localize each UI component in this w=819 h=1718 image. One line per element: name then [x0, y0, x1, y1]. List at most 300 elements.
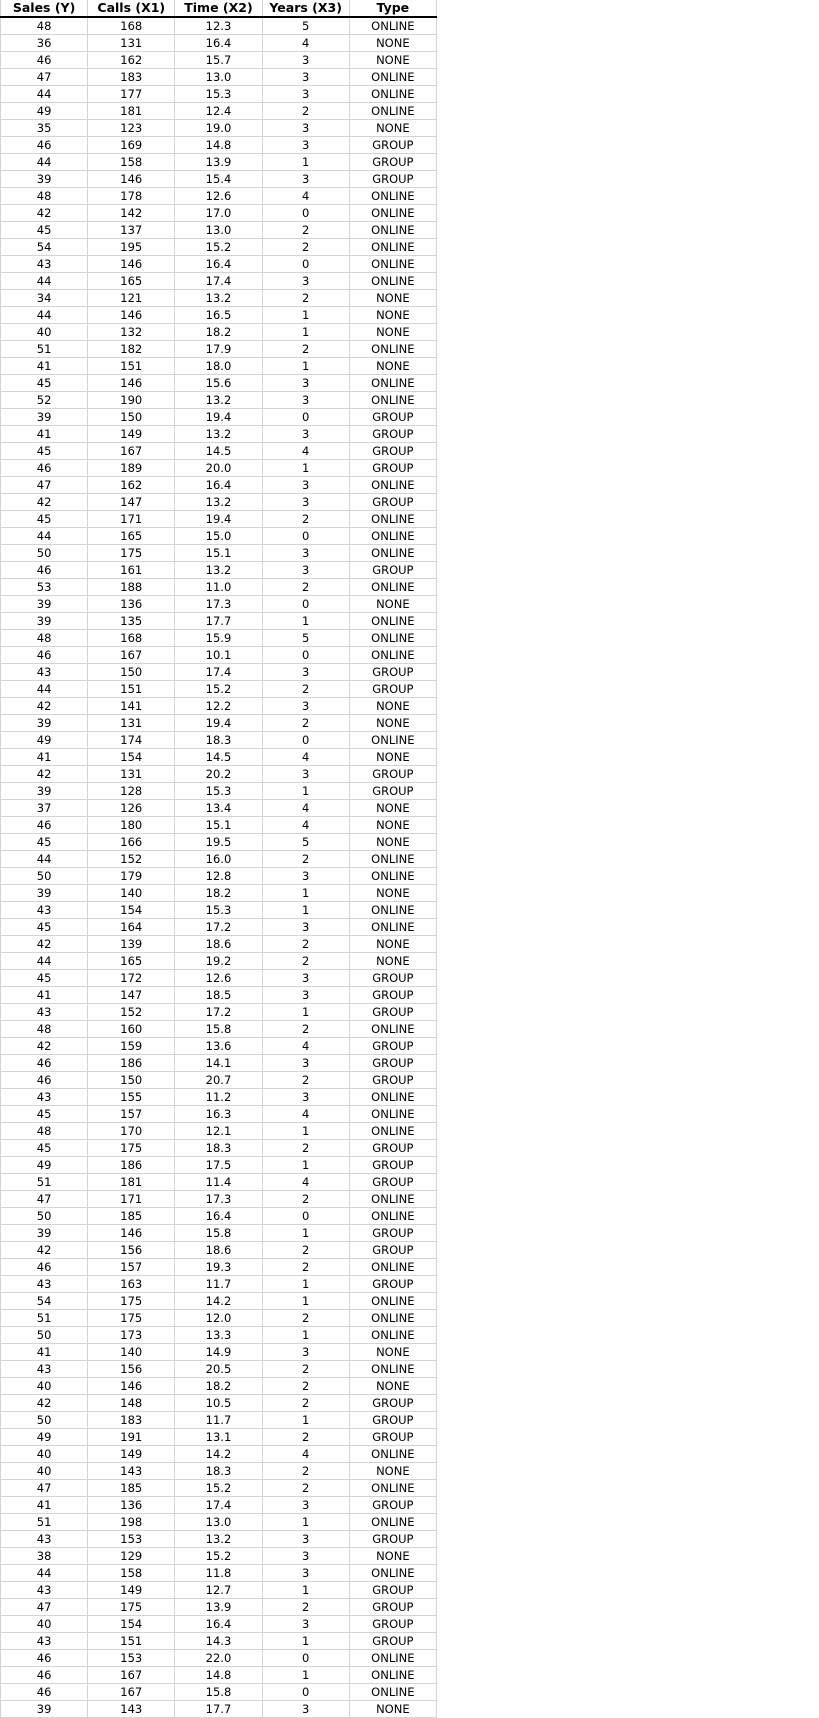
cell-time: 16.5: [175, 307, 262, 324]
cell-time: 16.4: [175, 35, 262, 52]
cell-sales: 39: [1, 783, 88, 800]
cell-sales: 53: [1, 579, 88, 596]
cell-sales: 39: [1, 171, 88, 188]
cell-years: 1: [262, 613, 349, 630]
table-row: [1, 545, 437, 562]
cell-time: 18.2: [175, 324, 262, 341]
cell-sales: 41: [1, 358, 88, 375]
cell-time: 11.7: [175, 1412, 262, 1429]
table-row: [1, 188, 437, 205]
cell-years: 3: [262, 477, 349, 494]
cell-type: NONE: [349, 596, 436, 613]
table-row: [1, 851, 437, 868]
cell-years: 3: [262, 766, 349, 783]
cell-type: GROUP: [349, 1616, 436, 1633]
cell-calls: 165: [88, 273, 175, 290]
table-row: [1, 1446, 437, 1463]
table-row: [1, 936, 437, 953]
cell-years: 0: [262, 596, 349, 613]
cell-time: 13.9: [175, 1599, 262, 1616]
cell-calls: 148: [88, 1395, 175, 1412]
table-row: [1, 1378, 437, 1395]
cell-type: GROUP: [349, 681, 436, 698]
cell-type: ONLINE: [349, 188, 436, 205]
cell-time: 11.7: [175, 1276, 262, 1293]
column-header-time: Time (X2): [175, 0, 262, 17]
cell-time: 12.2: [175, 698, 262, 715]
cell-years: 3: [262, 545, 349, 562]
cell-sales: 43: [1, 1004, 88, 1021]
cell-calls: 180: [88, 817, 175, 834]
cell-calls: 154: [88, 749, 175, 766]
table-row: [1, 341, 437, 358]
cell-years: 0: [262, 732, 349, 749]
cell-type: ONLINE: [349, 17, 436, 35]
cell-calls: 167: [88, 647, 175, 664]
table-row: [1, 1293, 437, 1310]
table-row: [1, 868, 437, 885]
cell-calls: 195: [88, 239, 175, 256]
table-row: [1, 681, 437, 698]
cell-type: NONE: [349, 885, 436, 902]
cell-time: 15.9: [175, 630, 262, 647]
cell-time: 10.1: [175, 647, 262, 664]
cell-type: ONLINE: [349, 1684, 436, 1701]
cell-calls: 146: [88, 1225, 175, 1242]
cell-years: 1: [262, 1667, 349, 1684]
cell-type: ONLINE: [349, 1650, 436, 1667]
cell-calls: 162: [88, 52, 175, 69]
cell-sales: 46: [1, 137, 88, 154]
cell-type: GROUP: [349, 1395, 436, 1412]
table-row: [1, 1667, 437, 1684]
cell-sales: 54: [1, 1293, 88, 1310]
cell-time: 10.5: [175, 1395, 262, 1412]
cell-years: 4: [262, 817, 349, 834]
cell-type: GROUP: [349, 171, 436, 188]
cell-calls: 166: [88, 834, 175, 851]
cell-time: 17.2: [175, 1004, 262, 1021]
table-row: [1, 800, 437, 817]
cell-years: 3: [262, 171, 349, 188]
cell-type: GROUP: [349, 1412, 436, 1429]
cell-sales: 47: [1, 1480, 88, 1497]
cell-type: ONLINE: [349, 919, 436, 936]
cell-sales: 37: [1, 800, 88, 817]
cell-years: 1: [262, 460, 349, 477]
cell-time: 13.2: [175, 494, 262, 511]
cell-time: 13.2: [175, 392, 262, 409]
table-row: [1, 1548, 437, 1565]
table-row: [1, 103, 437, 120]
cell-calls: 167: [88, 443, 175, 460]
cell-time: 15.3: [175, 902, 262, 919]
cell-time: 15.2: [175, 1480, 262, 1497]
cell-calls: 173: [88, 1327, 175, 1344]
cell-time: 15.2: [175, 681, 262, 698]
table-row: [1, 953, 437, 970]
cell-years: 2: [262, 1429, 349, 1446]
cell-type: NONE: [349, 35, 436, 52]
cell-sales: 46: [1, 1072, 88, 1089]
table-row: [1, 1463, 437, 1480]
cell-calls: 164: [88, 919, 175, 936]
cell-time: 15.0: [175, 528, 262, 545]
table-row: [1, 1650, 437, 1667]
cell-sales: 40: [1, 1378, 88, 1395]
table-row: [1, 919, 437, 936]
cell-calls: 150: [88, 409, 175, 426]
cell-type: ONLINE: [349, 341, 436, 358]
cell-time: 20.5: [175, 1361, 262, 1378]
cell-years: 1: [262, 1123, 349, 1140]
cell-type: GROUP: [349, 1225, 436, 1242]
cell-type: ONLINE: [349, 1310, 436, 1327]
table-row: [1, 885, 437, 902]
cell-calls: 146: [88, 171, 175, 188]
cell-sales: 48: [1, 1021, 88, 1038]
cell-calls: 167: [88, 1684, 175, 1701]
cell-calls: 158: [88, 154, 175, 171]
table-row: [1, 1259, 437, 1276]
cell-years: 3: [262, 1565, 349, 1582]
cell-type: GROUP: [349, 1055, 436, 1072]
cell-sales: 47: [1, 69, 88, 86]
cell-calls: 174: [88, 732, 175, 749]
cell-sales: 42: [1, 494, 88, 511]
cell-type: ONLINE: [349, 732, 436, 749]
table-row: [1, 1344, 437, 1361]
cell-calls: 140: [88, 1344, 175, 1361]
table-row: [1, 715, 437, 732]
table-row: [1, 613, 437, 630]
cell-years: 3: [262, 987, 349, 1004]
table-row: [1, 1327, 437, 1344]
cell-time: 18.2: [175, 885, 262, 902]
cell-type: NONE: [349, 1344, 436, 1361]
cell-time: 17.4: [175, 1497, 262, 1514]
cell-time: 16.4: [175, 477, 262, 494]
cell-years: 2: [262, 1072, 349, 1089]
table-row: [1, 1565, 437, 1582]
cell-type: ONLINE: [349, 1361, 436, 1378]
cell-calls: 157: [88, 1259, 175, 1276]
cell-sales: 50: [1, 545, 88, 562]
cell-years: 1: [262, 1633, 349, 1650]
cell-time: 18.0: [175, 358, 262, 375]
table-row: [1, 562, 437, 579]
cell-type: ONLINE: [349, 239, 436, 256]
cell-type: GROUP: [349, 1497, 436, 1514]
cell-time: 12.6: [175, 188, 262, 205]
cell-years: 2: [262, 1463, 349, 1480]
cell-calls: 157: [88, 1106, 175, 1123]
table-row: [1, 1191, 437, 1208]
cell-type: ONLINE: [349, 273, 436, 290]
cell-years: 4: [262, 1174, 349, 1191]
cell-sales: 46: [1, 460, 88, 477]
cell-sales: 44: [1, 307, 88, 324]
cell-calls: 186: [88, 1055, 175, 1072]
table-row: [1, 834, 437, 851]
cell-calls: 156: [88, 1361, 175, 1378]
cell-time: 12.0: [175, 1310, 262, 1327]
cell-years: 1: [262, 324, 349, 341]
cell-calls: 132: [88, 324, 175, 341]
cell-time: 14.5: [175, 749, 262, 766]
cell-time: 13.0: [175, 69, 262, 86]
table-row: [1, 154, 437, 171]
cell-sales: 42: [1, 205, 88, 222]
cell-calls: 178: [88, 188, 175, 205]
cell-calls: 175: [88, 545, 175, 562]
cell-time: 19.5: [175, 834, 262, 851]
cell-calls: 150: [88, 664, 175, 681]
cell-type: GROUP: [349, 1633, 436, 1650]
cell-type: GROUP: [349, 1072, 436, 1089]
cell-years: 2: [262, 579, 349, 596]
cell-sales: 40: [1, 324, 88, 341]
cell-years: 0: [262, 528, 349, 545]
table-row: [1, 528, 437, 545]
cell-years: 5: [262, 834, 349, 851]
table-row: [1, 392, 437, 409]
cell-sales: 45: [1, 222, 88, 239]
cell-time: 12.7: [175, 1582, 262, 1599]
cell-years: 3: [262, 494, 349, 511]
cell-calls: 146: [88, 256, 175, 273]
cell-years: 1: [262, 783, 349, 800]
cell-time: 15.4: [175, 171, 262, 188]
cell-sales: 41: [1, 1344, 88, 1361]
cell-type: GROUP: [349, 1038, 436, 1055]
cell-years: 2: [262, 1378, 349, 1395]
cell-years: 3: [262, 664, 349, 681]
cell-time: 16.4: [175, 1616, 262, 1633]
cell-time: 17.0: [175, 205, 262, 222]
cell-time: 20.2: [175, 766, 262, 783]
cell-years: 3: [262, 1497, 349, 1514]
table-row: [1, 1140, 437, 1157]
table-row: [1, 1514, 437, 1531]
cell-time: 19.4: [175, 715, 262, 732]
cell-calls: 137: [88, 222, 175, 239]
cell-calls: 175: [88, 1293, 175, 1310]
cell-calls: 175: [88, 1310, 175, 1327]
column-header-years: Years (X3): [262, 0, 349, 17]
table-row: [1, 1531, 437, 1548]
cell-type: ONLINE: [349, 222, 436, 239]
cell-sales: 51: [1, 1174, 88, 1191]
cell-type: NONE: [349, 715, 436, 732]
cell-time: 15.1: [175, 817, 262, 834]
table-row: [1, 732, 437, 749]
cell-sales: 45: [1, 1106, 88, 1123]
cell-calls: 191: [88, 1429, 175, 1446]
cell-sales: 41: [1, 749, 88, 766]
cell-years: 2: [262, 1242, 349, 1259]
table-row: [1, 1242, 437, 1259]
cell-years: 1: [262, 358, 349, 375]
cell-time: 15.3: [175, 86, 262, 103]
cell-calls: 175: [88, 1140, 175, 1157]
cell-years: 4: [262, 1446, 349, 1463]
cell-type: ONLINE: [349, 1106, 436, 1123]
cell-calls: 186: [88, 1157, 175, 1174]
cell-time: 14.5: [175, 443, 262, 460]
table-row: [1, 239, 437, 256]
cell-sales: 43: [1, 1531, 88, 1548]
cell-time: 17.7: [175, 613, 262, 630]
cell-type: GROUP: [349, 1276, 436, 1293]
cell-years: 5: [262, 630, 349, 647]
cell-sales: 42: [1, 936, 88, 953]
table-row: [1, 1480, 437, 1497]
cell-type: NONE: [349, 936, 436, 953]
cell-sales: 49: [1, 1157, 88, 1174]
cell-time: 14.8: [175, 1667, 262, 1684]
cell-sales: 39: [1, 596, 88, 613]
cell-type: NONE: [349, 290, 436, 307]
cell-sales: 44: [1, 851, 88, 868]
cell-time: 12.1: [175, 1123, 262, 1140]
cell-sales: 39: [1, 409, 88, 426]
cell-time: 16.4: [175, 1208, 262, 1225]
cell-calls: 154: [88, 1616, 175, 1633]
cell-time: 11.4: [175, 1174, 262, 1191]
cell-years: 3: [262, 86, 349, 103]
cell-calls: 149: [88, 426, 175, 443]
cell-type: NONE: [349, 953, 436, 970]
cell-sales: 41: [1, 987, 88, 1004]
table-row: [1, 1497, 437, 1514]
table-row: [1, 596, 437, 613]
cell-years: 2: [262, 1310, 349, 1327]
cell-sales: 39: [1, 885, 88, 902]
cell-calls: 135: [88, 613, 175, 630]
cell-time: 15.1: [175, 545, 262, 562]
cell-calls: 150: [88, 1072, 175, 1089]
table-row: [1, 273, 437, 290]
cell-calls: 185: [88, 1480, 175, 1497]
cell-time: 18.3: [175, 732, 262, 749]
cell-type: GROUP: [349, 1531, 436, 1548]
cell-type: ONLINE: [349, 205, 436, 222]
cell-time: 15.8: [175, 1225, 262, 1242]
cell-years: 2: [262, 290, 349, 307]
cell-type: GROUP: [349, 987, 436, 1004]
cell-sales: 44: [1, 681, 88, 698]
cell-type: NONE: [349, 817, 436, 834]
cell-calls: 182: [88, 341, 175, 358]
cell-type: GROUP: [349, 409, 436, 426]
table-row: [1, 426, 437, 443]
cell-years: 4: [262, 749, 349, 766]
cell-type: ONLINE: [349, 1208, 436, 1225]
cell-calls: 139: [88, 936, 175, 953]
cell-type: GROUP: [349, 154, 436, 171]
table-row: [1, 324, 437, 341]
cell-time: 12.4: [175, 103, 262, 120]
cell-sales: 38: [1, 1548, 88, 1565]
cell-years: 4: [262, 188, 349, 205]
cell-time: 17.4: [175, 273, 262, 290]
table-row: [1, 1395, 437, 1412]
table-row: [1, 222, 437, 239]
table-row: [1, 290, 437, 307]
cell-sales: 46: [1, 1667, 88, 1684]
cell-sales: 43: [1, 902, 88, 919]
cell-years: 3: [262, 426, 349, 443]
cell-time: 12.8: [175, 868, 262, 885]
cell-sales: 49: [1, 1429, 88, 1446]
cell-type: GROUP: [349, 1157, 436, 1174]
cell-years: 1: [262, 1157, 349, 1174]
cell-time: 15.3: [175, 783, 262, 800]
cell-calls: 160: [88, 1021, 175, 1038]
cell-years: 3: [262, 392, 349, 409]
cell-calls: 177: [88, 86, 175, 103]
cell-years: 2: [262, 953, 349, 970]
cell-sales: 44: [1, 528, 88, 545]
cell-type: ONLINE: [349, 647, 436, 664]
cell-years: 3: [262, 1344, 349, 1361]
table-row: [1, 1684, 437, 1701]
cell-type: GROUP: [349, 137, 436, 154]
cell-time: 19.0: [175, 120, 262, 137]
cell-type: ONLINE: [349, 1123, 436, 1140]
cell-time: 14.2: [175, 1446, 262, 1463]
cell-calls: 128: [88, 783, 175, 800]
table-row: [1, 1089, 437, 1106]
cell-years: 2: [262, 1395, 349, 1412]
cell-sales: 40: [1, 1616, 88, 1633]
cell-time: 19.4: [175, 409, 262, 426]
cell-calls: 149: [88, 1446, 175, 1463]
table-row: [1, 647, 437, 664]
cell-years: 3: [262, 970, 349, 987]
cell-type: NONE: [349, 358, 436, 375]
cell-time: 18.6: [175, 936, 262, 953]
cell-type: ONLINE: [349, 868, 436, 885]
cell-years: 2: [262, 1259, 349, 1276]
cell-years: 3: [262, 1089, 349, 1106]
cell-type: NONE: [349, 834, 436, 851]
cell-type: NONE: [349, 120, 436, 137]
cell-type: NONE: [349, 324, 436, 341]
cell-sales: 35: [1, 120, 88, 137]
table-row: [1, 1582, 437, 1599]
cell-type: NONE: [349, 1701, 436, 1718]
cell-type: NONE: [349, 1378, 436, 1395]
cell-calls: 162: [88, 477, 175, 494]
cell-calls: 168: [88, 630, 175, 647]
cell-sales: 46: [1, 1650, 88, 1667]
cell-calls: 156: [88, 1242, 175, 1259]
table-row: [1, 494, 437, 511]
cell-calls: 151: [88, 358, 175, 375]
cell-time: 11.2: [175, 1089, 262, 1106]
cell-years: 1: [262, 1225, 349, 1242]
cell-years: 0: [262, 647, 349, 664]
cell-sales: 44: [1, 1565, 88, 1582]
table-row: [1, 1208, 437, 1225]
table-row: [1, 86, 437, 103]
cell-type: ONLINE: [349, 1293, 436, 1310]
cell-sales: 43: [1, 1361, 88, 1378]
cell-years: 3: [262, 375, 349, 392]
cell-years: 2: [262, 851, 349, 868]
